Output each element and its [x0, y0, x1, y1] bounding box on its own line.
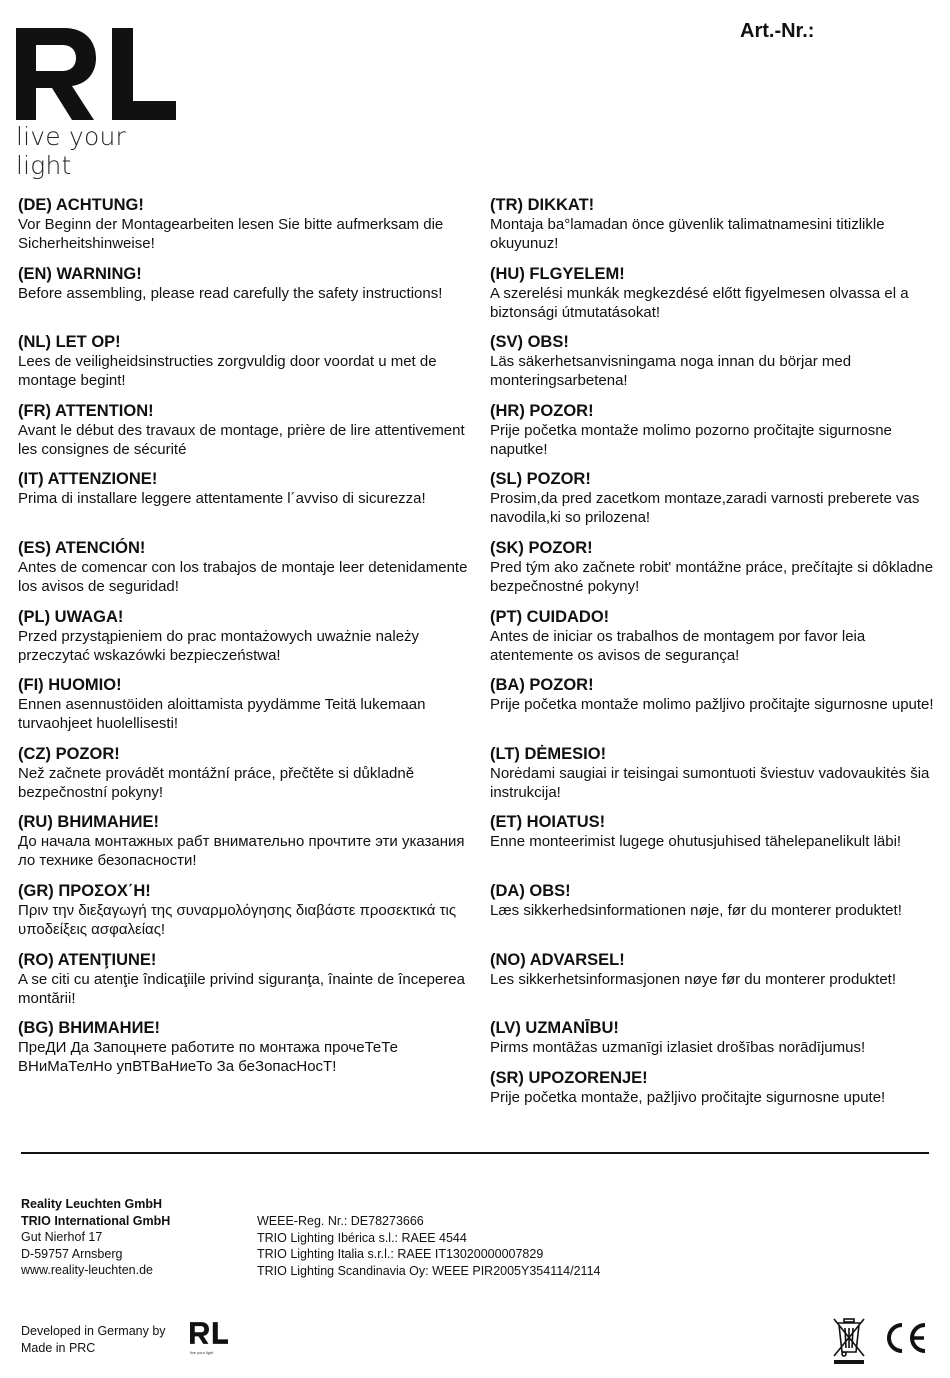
warning-heading: (IT) ATTENZIONE!: [18, 470, 158, 489]
company-street: Gut Nierhof 17: [21, 1230, 103, 1245]
warning-heading: (FI) HUOMIO!: [18, 676, 122, 695]
warning-hr: [490, 402, 935, 471]
warning-ro: [18, 951, 468, 1020]
warning-cz: [18, 745, 468, 814]
warning-et: [490, 813, 935, 882]
warning-text: Avant le début des travaux de montage, prière de lire attentivement les consignes de sécurité: [18, 421, 465, 458]
warning-heading: (ET) HOIATUS!: [490, 813, 606, 832]
warning-text: Antes de iniciar os trabalhos de montagem por favor leia atentemente os avisos de segurança!: [490, 627, 866, 664]
warning-heading: (CZ) POZOR!: [18, 744, 120, 763]
article-number-label: Art.-Nr.:: [740, 20, 815, 42]
made-in-text: Made in PRC: [21, 1340, 96, 1355]
warning-text: A se citi cu atenţie îndicaţiile privind siguranţa, înainte de începerea montării!: [18, 970, 465, 1007]
warning-heading: (NO) ADVARSEL!: [490, 950, 625, 969]
warning-pl: [18, 608, 468, 677]
warning-de: [18, 196, 468, 265]
origin-info: [21, 1323, 166, 1356]
warning-text: Les sikkerhetsinformasjonen nøye før du monterer produktet!: [490, 970, 897, 988]
warning-en: [18, 265, 468, 334]
warning-lv: [490, 1019, 935, 1069]
warning-no: [490, 951, 935, 1020]
warning-sk: [490, 539, 935, 608]
crossed-out-wheelie-bin-icon: [831, 1316, 867, 1366]
warnings-right-column: [490, 196, 935, 1138]
developed-in-text: Developed in Germany by: [21, 1324, 166, 1338]
warning-heading: (BA) POZOR!: [490, 676, 594, 695]
warning-text: Montaja ba°lamadan önce güvenlik talimatnamesini titizlikle okuyunuz!: [490, 216, 885, 252]
weee-registration-block: [257, 1213, 601, 1279]
warning-sv: [490, 333, 935, 402]
warning-sl: [490, 470, 935, 539]
warning-it: [18, 470, 468, 539]
warning-heading: (ES) ATENCIÓN!: [18, 538, 146, 557]
warning-text: До начала монтажных рабт внимательно прочтите эти указания ло технике безопасности!: [18, 833, 465, 870]
warning-heading: (EN) WARNING!: [18, 264, 142, 283]
warning-nl: [18, 333, 468, 402]
warning-heading: (DE) ACHTUNG!: [18, 196, 144, 214]
warning-text: ПреДИ Да Запоцнете работите по монтажа прочеТеТе ВНиМаТелНо упВТВаНиеТо За беЗопасНосТ!: [18, 1039, 398, 1076]
company-name-1: Reality Leuchten GmbH: [21, 1197, 162, 1211]
warning-heading: (RO) ATENŢIUNE!: [18, 950, 157, 969]
company-website: www.reality-leuchten.de: [21, 1263, 154, 1278]
warning-text: Läs säkerhetsanvisningama noga innan du börjar med monteringsarbetena!: [490, 353, 852, 390]
warning-text: A szerelési munkák megkezdésé előtt figyelmesen olvassa el a biztonsági útmutatásokat!: [490, 284, 909, 321]
warning-heading: (RU) ВНИМАНИЕ!: [18, 813, 160, 832]
warning-hu: [490, 265, 935, 334]
warning-heading: (NL) LET OP!: [18, 333, 121, 352]
warnings-left-column: [18, 196, 468, 1088]
warning-ba: [490, 676, 935, 745]
warning-text: Než začnete provádět montážní práce, přečtěte si důkladně bezpečnostní pokyny!: [18, 764, 415, 801]
warning-heading: (FR) ATTENTION!: [18, 401, 154, 420]
warning-text: Pred tým ako začnete robit' montážne práce, prečítajte si dôkladne bezpečnostné pokyny!: [490, 558, 934, 595]
company-name-2: TRIO International GmbH: [21, 1213, 171, 1228]
warning-es: [18, 539, 468, 608]
warning-fr: [18, 402, 468, 471]
warning-text: Prije početka montaže, pažljivo pročitajte sigurnosne upute!: [490, 1089, 886, 1107]
warning-text: Πριν την διεξαγωγή της συναρμολόγησης διαβάστε προσεκτικά τις υποδείξεις ασφαλείας!: [18, 901, 457, 938]
warning-heading: (DA) OBS!: [490, 881, 571, 900]
warning-text: Prije početka montaže molimo pozorno pročitajte sigurnosne naputke!: [490, 421, 892, 458]
warning-heading: (BG) ВНИМАНИЕ!: [18, 1019, 160, 1038]
warning-text: Vor Beginn der Montagearbeiten lesen Sie bitte aufmerksam die Sicherheitshinweise!: [18, 216, 444, 252]
brand-logo: [16, 28, 186, 180]
warning-heading: (GR) ΠΡΟΣΟΧ΄Η!: [18, 881, 151, 900]
company-address: [21, 1196, 170, 1279]
warning-text: Enne monteerimist lugege ohutusjuhised tähelepanelikult läbi!: [490, 833, 902, 851]
warning-text: Przed przystąpieniem do prac montażowych uważnie należy przeczytać wskazówki bezpieczeństwa!: [18, 627, 420, 664]
weee-line: TRIO Lighting Ibérica s.l.: RAEE 4544: [257, 1230, 467, 1245]
footer-divider: [21, 1152, 929, 1154]
warning-fi: [18, 676, 468, 745]
warning-bg: [18, 1019, 468, 1088]
warning-text: Ennen asennustöiden aloittamista pyydämme Teitä lukemaan turvaohjeet huolellisesti!: [18, 696, 426, 733]
warning-da: [490, 882, 935, 951]
small-logo-tagline: live your light: [190, 1350, 214, 1355]
warning-lt: [490, 745, 935, 814]
small-brand-logo: [190, 1322, 230, 1355]
warning-heading: (HU) FLGYELEM!: [490, 264, 625, 283]
warning-text: Before assembling, please read carefully the safety instructions!: [18, 284, 443, 302]
warning-tr: [490, 196, 935, 265]
rl-small-logo-icon: [190, 1322, 228, 1344]
weee-line: TRIO Lighting Scandinavia Oy: WEEE PIR2005Y354114/2114: [257, 1263, 601, 1278]
warning-text: Læs sikkerhedsinformationen nøje, før du monterer produktet!: [490, 901, 902, 919]
ce-mark-icon: [883, 1321, 929, 1355]
warning-ru: [18, 813, 468, 882]
warning-heading: (LV) UZMANĪBU!: [490, 1019, 619, 1038]
weee-line: TRIO Lighting Italia s.r.l.: RAEE IT13020000007829: [257, 1247, 544, 1262]
warning-text: Prima di installare leggere attentamente l´avviso di sicurezza!: [18, 490, 426, 508]
warning-heading: (HR) POZOR!: [490, 401, 594, 420]
company-city: D-59757 Arnsberg: [21, 1246, 123, 1261]
logo-tagline: live your light: [16, 122, 127, 180]
warning-text: Prije početka montaže molimo pažljivo pročitajte sigurnosne upute!: [490, 696, 934, 714]
warning-text: Antes de comencar con los trabajos de montaje leer detenidamente los avisos de seguridad!: [18, 558, 468, 595]
warning-heading: (LT) DĖMESIO!: [490, 744, 607, 763]
warning-heading: (PL) UWAGA!: [18, 607, 124, 626]
warning-text: Pirms montāžas uzmanīgi izlasiet drošības norādījumus!: [490, 1039, 866, 1057]
warning-pt: [490, 608, 935, 677]
weee-line: WEEE-Reg. Nr.: DE78273666: [257, 1214, 424, 1228]
warning-heading: (TR) DIKKAT!: [490, 196, 595, 214]
warning-heading: (SL) POZOR!: [490, 470, 591, 489]
warning-gr: [18, 882, 468, 951]
warning-sr: [490, 1069, 935, 1138]
warning-text: Prosim,da pred zacetkom montaze,zaradi varnosti preberete vas navodila,ki so prilozena!: [490, 490, 920, 527]
warning-heading: (SR) UPOZORENJE!: [490, 1069, 648, 1088]
warning-heading: (SK) POZOR!: [490, 538, 593, 557]
rl-logo-icon: [16, 28, 176, 120]
warning-text: Norėdami saugiai ir teisingai sumontuoti šviestuv vadovaukitės šia instrukcija!: [490, 764, 930, 801]
warning-heading: (SV) OBS!: [490, 333, 569, 352]
warning-text: Lees de veiligheidsinstructies zorgvuldig door voordat u met de montage begint!: [18, 353, 437, 390]
warning-heading: (PT) CUIDADO!: [490, 607, 610, 626]
